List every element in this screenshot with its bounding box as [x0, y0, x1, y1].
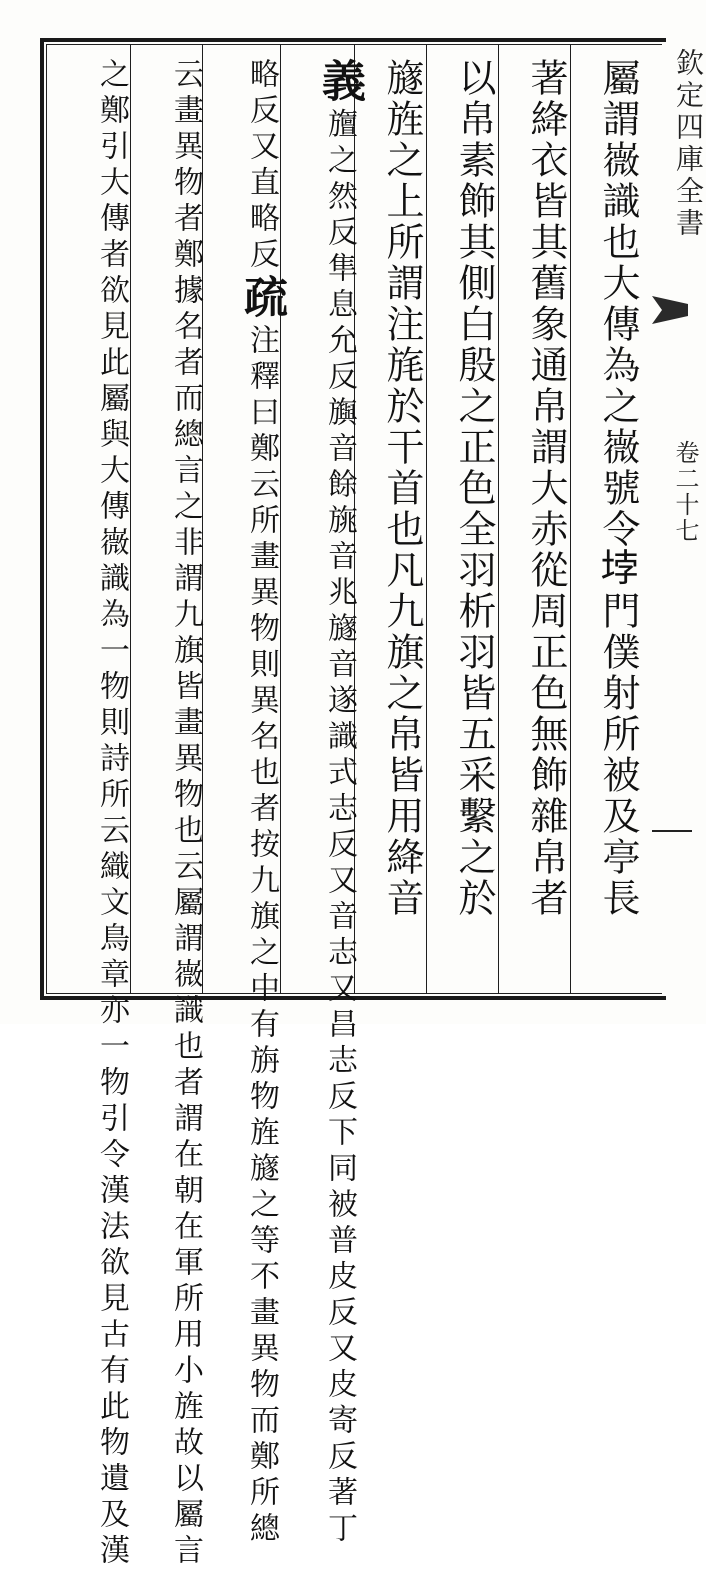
text-column-2: 著絳衣皆其舊象通帛謂大赤從周正色無飾雜帛者 — [524, 58, 568, 919]
text-column-7: 云畫異物者鄭據名者而總言之非謂九旗皆畫異物也云屬謂嶶識也者謂在朝在軍所用小旌故以屬言 — [168, 58, 203, 1570]
text-column-4: 旞旌之上所謂注旄於干首也凡九旗之帛皆用絳音 — [380, 58, 424, 919]
char-marker: 義 — [314, 58, 365, 108]
annotation-text: 旜之然反隼息允反旟音餘旐音兆旞音遂識式志反又音志又昌志反下同被普皮反又皮寄反著丁 — [322, 108, 357, 1548]
commentary-marker: 疏 — [236, 274, 287, 324]
commentary-text: 注釋曰鄭云所畫異物則異名也者按九旗之中有旃物旌旞之等不畫異物而鄭所總 — [244, 324, 279, 1548]
column-rule — [498, 44, 499, 994]
annotation-text: 略反又直略反 — [244, 58, 279, 274]
text-column-6 — [208, 58, 287, 1548]
margin-volume: 卷二十七 — [671, 440, 699, 544]
column-rule — [426, 44, 427, 994]
column-rule — [130, 44, 131, 994]
text-column-3: 以帛素飾其側白殷之正色全羽析羽皆五采繫之於 — [452, 58, 496, 919]
column-rule — [280, 44, 281, 994]
text-column-1: 屬謂嶶識也大傳為之嶶號令𡋯門僕射所被及亭長 — [596, 58, 640, 919]
text-column-8: 之鄭引大傳者欲見此屬與大傳嶶識為一物則詩所云織文鳥章亦一物引令漢法欲見古有此物遺及漢 — [94, 58, 129, 1570]
margin-tick — [652, 830, 692, 832]
text-column-5 — [286, 58, 365, 1548]
column-rule — [570, 44, 571, 994]
margin-title: 欽定四庫全書 — [672, 48, 705, 240]
fishtail-icon — [650, 290, 690, 330]
